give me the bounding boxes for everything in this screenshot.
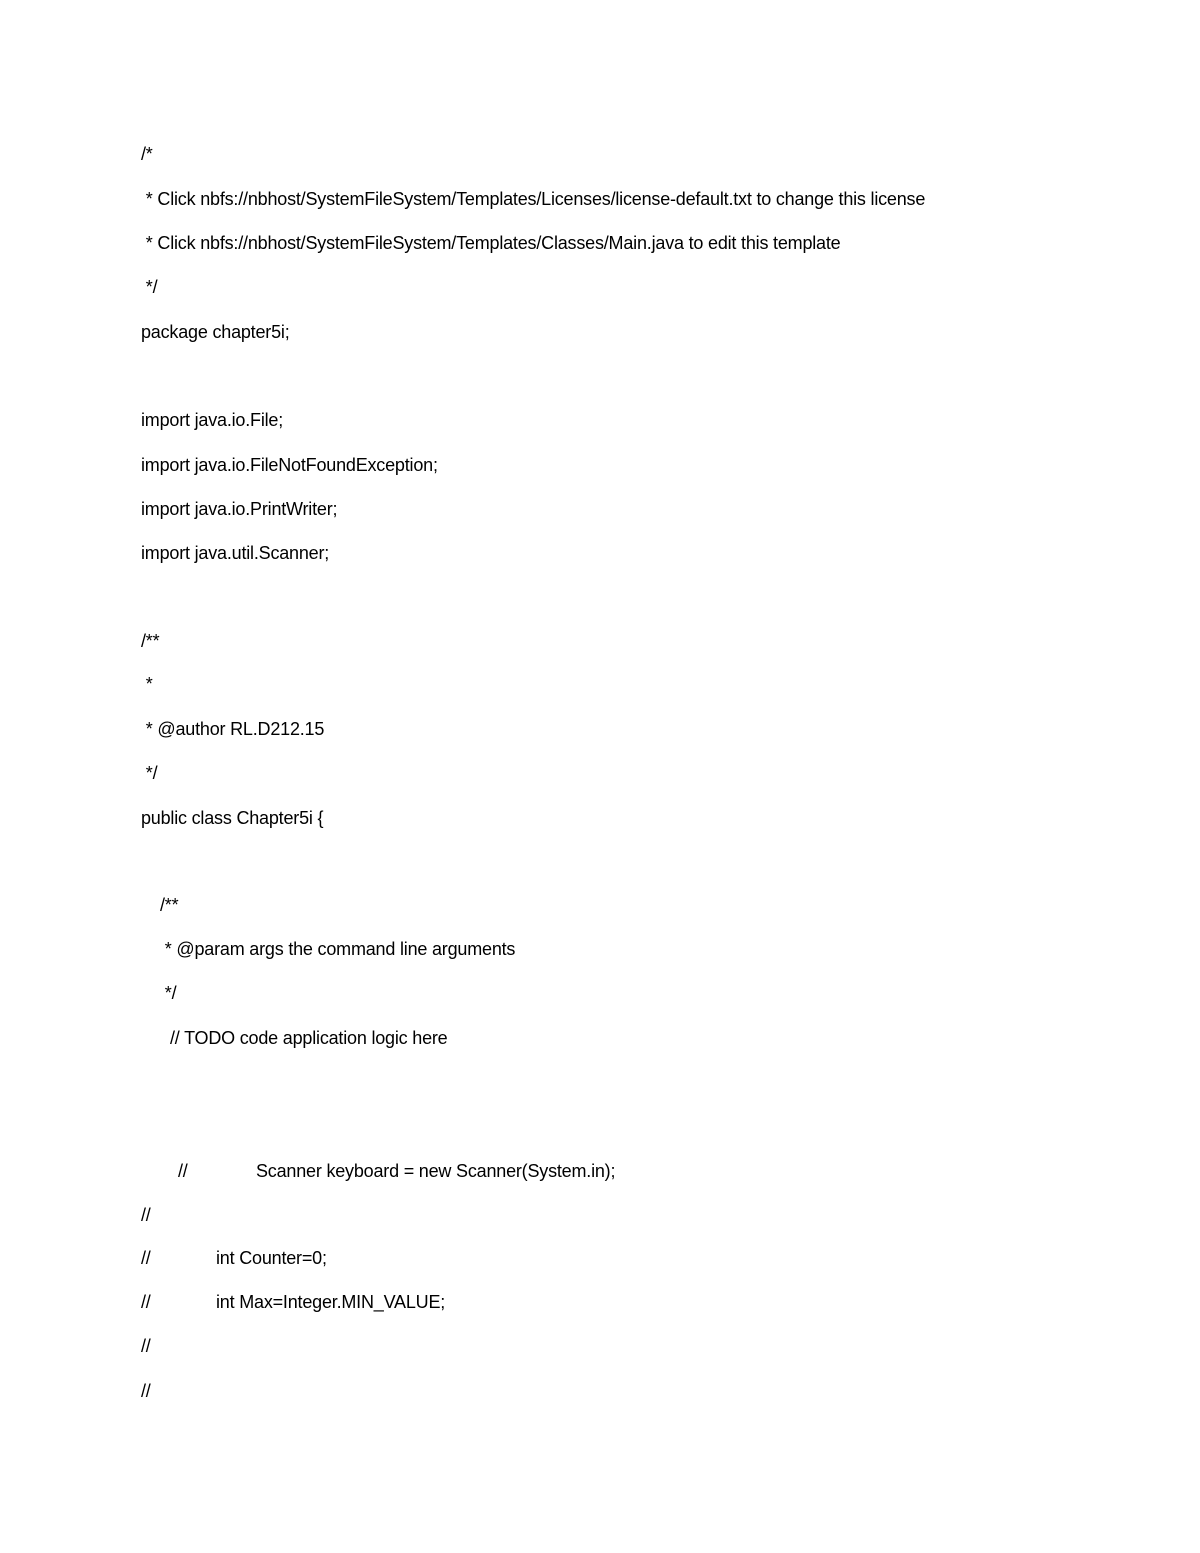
code-line: // TODO code application logic here [170, 1028, 448, 1048]
code-line: // [141, 1336, 151, 1356]
code-line: */ [141, 763, 158, 783]
code-line: Scanner keyboard = new Scanner(System.in); [256, 1161, 616, 1181]
code-line: // [178, 1161, 188, 1181]
code-line: /* [141, 144, 153, 164]
code-line: int Counter=0; [216, 1248, 327, 1268]
code-line: // [141, 1205, 151, 1225]
code-line: int Max=Integer.MIN_VALUE; [216, 1292, 446, 1312]
code-line: * [141, 674, 153, 694]
code-line: // [141, 1248, 151, 1268]
code-line: import java.io.FileNotFoundException; [141, 455, 438, 475]
code-line: import java.io.PrintWriter; [141, 499, 338, 519]
code-line: */ [160, 983, 177, 1003]
code-line: /** [141, 631, 160, 651]
code-line: */ [141, 277, 158, 297]
code-line: package chapter5i; [141, 322, 290, 342]
code-line: * @param args the command line arguments [160, 939, 516, 959]
code-line: // [141, 1292, 151, 1312]
code-line: * @author RL.D212.15 [141, 719, 325, 739]
code-line: * Click nbfs://nbhost/SystemFileSystem/Templates/Classes/Main.java to edit this template [141, 233, 841, 253]
code-line: /** [160, 895, 179, 915]
code-line: import java.util.Scanner; [141, 543, 330, 563]
code-line: * Click nbfs://nbhost/SystemFileSystem/Templates/Licenses/license-default.txt to change this license [141, 189, 926, 209]
code-line: // [141, 1381, 151, 1401]
code-line: import java.io.File; [141, 410, 284, 430]
code-line: public class Chapter5i { [141, 808, 324, 828]
